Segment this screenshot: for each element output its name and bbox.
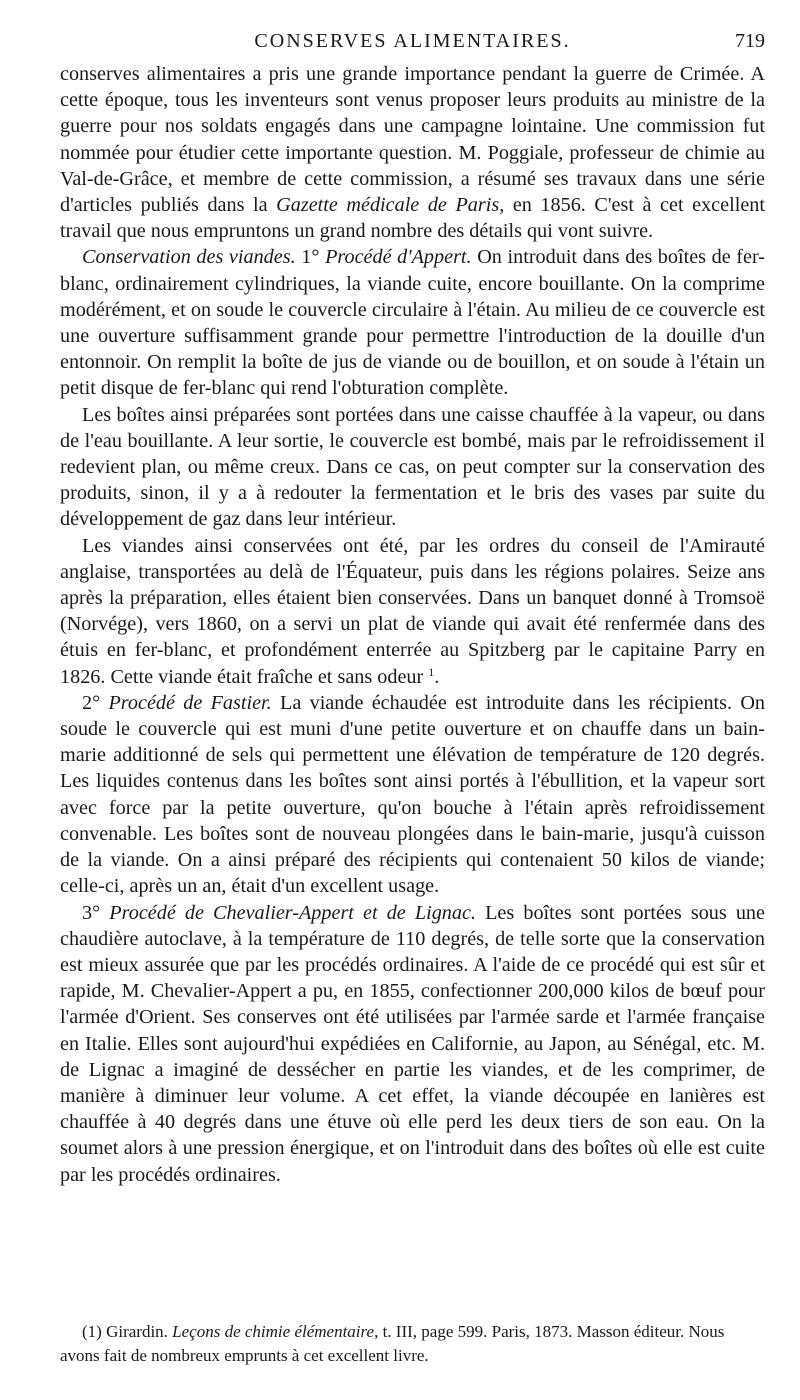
footnote-reference[interactable]: 1 (428, 664, 435, 679)
footnote-author: Girardin. (106, 1322, 168, 1341)
footnote-marker: (1) (82, 1322, 102, 1341)
footnote-book-title: Leçons de chimie élémentaire (172, 1322, 375, 1341)
paragraph-text: Les boîtes ainsi préparées sont portées dans une caisse chauffée à la vapeur, ou dans de l'eau bouillante. A leur sortie, le couvercle est bombé, mais par le refroidissement il redevient plan, ou même creux. Dans ce cas, on peut compter sur la conservation des produits, sinon, il y a à redouter la fermentation et le bris des vases par suite du développement de gaz dans leur intérieur. (60, 403, 765, 531)
paragraph-appert (60, 244, 765, 401)
subsection-heading: Procédé d'Appert. (325, 246, 472, 269)
paragraph-text: . (434, 665, 440, 688)
footnotes (60, 1320, 765, 1368)
subsection-number: 3° (82, 901, 101, 924)
running-title: CONSERVES ALIMENTAIRES. (254, 30, 571, 52)
paragraph-text: Les boîtes sont portées sous une chaudière autoclave, à la température de 110 degrés, de telle sorte que la conservation est mieux assurée que par les procédés ordinaires. A l'aide de ce procédé qui est sûr et rapide, M. Chevalier-Appert a pu, en 1855, confectionner 200,000 kilos de bœuf pour l'armée d'Orient. Ses conserves ont été utilisées par l'armée sarde et l'armée française en Italie. Elles sont aujourd'hui expédiées en Californie, au Japon, au Sénégal, etc. M. de Lignac a imaginé de dessécher en partie les viandes, et de les comprimer, de manière à diminuer leur volume. A cet effet, la viande découpée en lanières est chauffée à 40 degrés dans une étuve où elle perd les deux tiers de son eau. On la soumet alors à une pression énergique, et on l'introduit dans des boîtes où elle est cuite par les procédés ordinaires. (60, 901, 765, 1186)
subsection-heading: Procédé de Chevalier-Appert et de Lignac. (109, 901, 476, 924)
journal-title: Gazette médicale de Paris (276, 194, 500, 217)
subsection-heading: Procédé de Fastier. (108, 691, 272, 714)
paragraph-text: Les viandes ainsi conservées ont été, par les ordres du conseil de l'Amirauté anglaise, transportées au delà de l'Équateur, puis dans les régions polaires. Seize ans après la préparation, elles étaient bien conservées. Dans un banquet donné à Tromsoë (Norvége), vers 1860, on a servi un plat de viande qui avait été renfermée dans des étuis en fer-blanc, et profondément enterrée au Spitzberg par le capitaine Parry en 1826. Cette viande était fraîche et sans odeur (60, 534, 765, 688)
paragraph-text: On introduit dans des boîtes de fer-blanc, ordinairement cylindriques, la viande cuite, encore bouillante. On la comprime modérément, et on soude le couvercle circulaire à l'étain. Au milieu de ce couvercle est une ouverture suffisamment grande pour permettre l'introduction de la douille d'un entonnoir. On remplit la boîte de jus de viande ou de bouillon, et on soude à l'étain un petit disque de fer-blanc qui rend l'obturation complète. (60, 246, 766, 400)
footnote-text: , t. III, page 599. Paris, 1873. Masson éditeur. Nous avons fait de nombreux emprunts à cet excellent livre. (60, 1322, 725, 1365)
subsection-number: 1° (301, 246, 320, 269)
subsection-number: 2° (82, 691, 101, 714)
paragraph-text: La viande échaudée est introduite dans les récipients. On soude le couvercle qui est muni d'une petite ouverture et on chauffe dans un bain-marie additionné de sels qui permettent une élévation de température de 120 degrés. Les liquides contenus dans les boîtes sont ainsi portés à l'ébullition, et la vapeur sort avec force par la petite ouverture, qu'on bouche à l'étain après refroidissement convenable. Les boîtes sont de nouveau plongées dans le bain-marie, jusqu'à cuisson de la viande. On a ainsi préparé des récipients qui contenaient 50 kilos de viande; celle-ci, après un an, était d'un excellent usage. (60, 691, 766, 898)
paragraph-text: , en 1856. C'est à cet excellent travail que nous empruntons un grand nombre des détails qui vont suivre. (60, 194, 765, 243)
paragraph-fastier (60, 690, 765, 900)
page-number: 719 (735, 30, 765, 52)
paragraph-chevalier (60, 900, 765, 1188)
body-text (60, 61, 765, 1188)
page-header (60, 24, 765, 60)
paragraph-text: conserves alimentaires a pris une grande importance pendant la guerre de Crimée. A cette époque, tous les inventeurs sont venus proposer leurs produits au ministre de la guerre pour nos soldats engagés dans une campagne lointaine. Une commission fut nommée pour étudier cette importante question. M. Poggiale, professeur de chimie au Val-de-Grâce, et membre de cette commission, a résumé ses travaux dans une série d'articles publiés dans la (60, 63, 765, 217)
footnote (60, 1320, 765, 1368)
paragraph-boites (60, 402, 765, 533)
paragraph-viandes (60, 533, 765, 690)
section-heading: Conservation des viandes. (82, 246, 296, 269)
paragraph-intro (60, 61, 765, 244)
